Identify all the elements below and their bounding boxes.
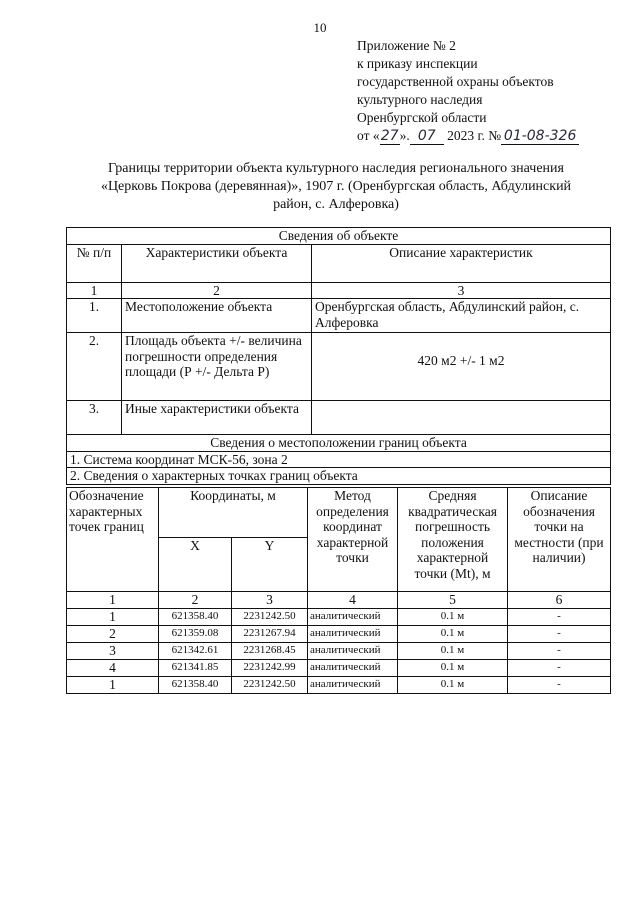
- col-index: 2: [122, 282, 312, 299]
- date-month: 07: [410, 129, 444, 145]
- point-error: 0.1 м: [398, 676, 508, 693]
- point-y: 2231242.50: [232, 608, 308, 625]
- col-y-header: Y: [232, 538, 308, 592]
- point-id: 2: [67, 625, 159, 642]
- col-index: 5: [398, 592, 508, 609]
- table-row: [67, 401, 611, 435]
- page-number: 10: [313, 20, 327, 35]
- object-info-header: Сведения об объекте: [67, 228, 611, 245]
- title-line: Границы территории объекта культурного наследия регионального значения: [108, 161, 564, 176]
- row-num: 1.: [67, 299, 122, 333]
- col-char-header: Характеристики объекта: [122, 244, 312, 282]
- col-index: 6: [508, 592, 611, 609]
- coord-system: 1. Система координат МСК-56, зона 2: [67, 451, 611, 468]
- table-row: [67, 625, 611, 642]
- row-num: 2.: [67, 333, 122, 401]
- date-sep: ».: [399, 128, 410, 143]
- col-error-header: Средняя квадратическая погрешность положения характерной точки (Mt), м: [398, 488, 508, 592]
- row-desc: 420 м2 +/- 1 м2: [312, 333, 611, 401]
- point-method: аналитический: [308, 659, 398, 676]
- order-number: 01-08-326: [501, 129, 579, 145]
- table-row: [67, 642, 611, 659]
- col-designation-header: Обозначение характерных точек границ: [67, 488, 159, 592]
- document-title: [60, 160, 612, 214]
- appendix-line: государственной охраны объектов: [357, 74, 554, 89]
- col-coords-header: Координаты, м: [159, 488, 308, 538]
- row-char: Иные характеристики объекта: [122, 401, 312, 435]
- date-year: 2023 г. №: [443, 128, 502, 143]
- col-index: 1: [67, 282, 122, 299]
- col-index: 4: [308, 592, 398, 609]
- col-index: 3: [312, 282, 611, 299]
- table-row: [67, 608, 611, 625]
- col-index: 1: [67, 592, 159, 609]
- col-method-header: Метод определения координат характерной точки: [308, 488, 398, 592]
- col-index: 3: [232, 592, 308, 609]
- point-error: 0.1 м: [398, 642, 508, 659]
- object-info-table: [66, 227, 611, 485]
- point-desc: -: [508, 642, 611, 659]
- appendix-line: Приложение № 2: [357, 38, 456, 53]
- col-description-header: Описание обозначения точки на местности (при наличии): [508, 488, 611, 592]
- row-num: 3.: [67, 401, 122, 435]
- point-y: 2231242.99: [232, 659, 308, 676]
- table-row: [67, 333, 611, 401]
- appendix-line: культурного наследия: [357, 92, 483, 107]
- row-char: Местоположение объекта: [122, 299, 312, 333]
- col-num-header: № п/п: [67, 244, 122, 282]
- row-desc: [312, 401, 611, 435]
- col-x-header: X: [159, 538, 232, 592]
- point-desc: -: [508, 676, 611, 693]
- row-char: Площадь объекта +/- величина погрешности определения площади (Р +/- Дельта Р): [122, 333, 312, 401]
- title-line: район, с. Алферовка): [273, 197, 399, 212]
- point-method: аналитический: [308, 676, 398, 693]
- appendix-date-line: [357, 127, 579, 145]
- date-prefix: от «: [357, 128, 380, 143]
- point-desc: -: [508, 608, 611, 625]
- table-row: [67, 299, 611, 333]
- point-error: 0.1 м: [398, 625, 508, 642]
- title-line: «Церковь Покрова (деревянная)», 1907 г. (Оренбургская область, Абдулинский: [100, 179, 572, 194]
- point-x: 621341.85: [159, 659, 232, 676]
- point-desc: -: [508, 625, 611, 642]
- point-error: 0.1 м: [398, 608, 508, 625]
- point-method: аналитический: [308, 642, 398, 659]
- point-x: 621358.40: [159, 608, 232, 625]
- point-y: 2231267.94: [232, 625, 308, 642]
- boundary-points-table: [66, 487, 611, 694]
- row-desc: Оренбургская область, Абдулинский район, с. Алферовка: [312, 299, 611, 333]
- point-method: аналитический: [308, 608, 398, 625]
- point-desc: -: [508, 659, 611, 676]
- point-x: 621359.08: [159, 625, 232, 642]
- table-row: [67, 659, 611, 676]
- point-error: 0.1 м: [398, 659, 508, 676]
- point-id: 4: [67, 659, 159, 676]
- date-day: 27: [380, 128, 399, 144]
- point-x: 621358.40: [159, 676, 232, 693]
- point-y: 2231242.50: [232, 676, 308, 693]
- point-y: 2231268.45: [232, 642, 308, 659]
- appendix-block: [357, 37, 579, 145]
- col-desc-header: Описание характеристик: [312, 244, 611, 282]
- point-method: аналитический: [308, 625, 398, 642]
- points-header: 2. Сведения о характерных точках границ объекта: [67, 468, 611, 485]
- point-id: 1: [67, 608, 159, 625]
- point-id: 1: [67, 676, 159, 693]
- point-x: 621342.61: [159, 642, 232, 659]
- point-id: 3: [67, 642, 159, 659]
- appendix-line: Оренбургской области: [357, 110, 487, 125]
- appendix-line: к приказу инспекции: [357, 56, 478, 71]
- table-row: [67, 676, 611, 693]
- col-index: 2: [159, 592, 232, 609]
- location-header: Сведения о местоположении границ объекта: [67, 435, 611, 452]
